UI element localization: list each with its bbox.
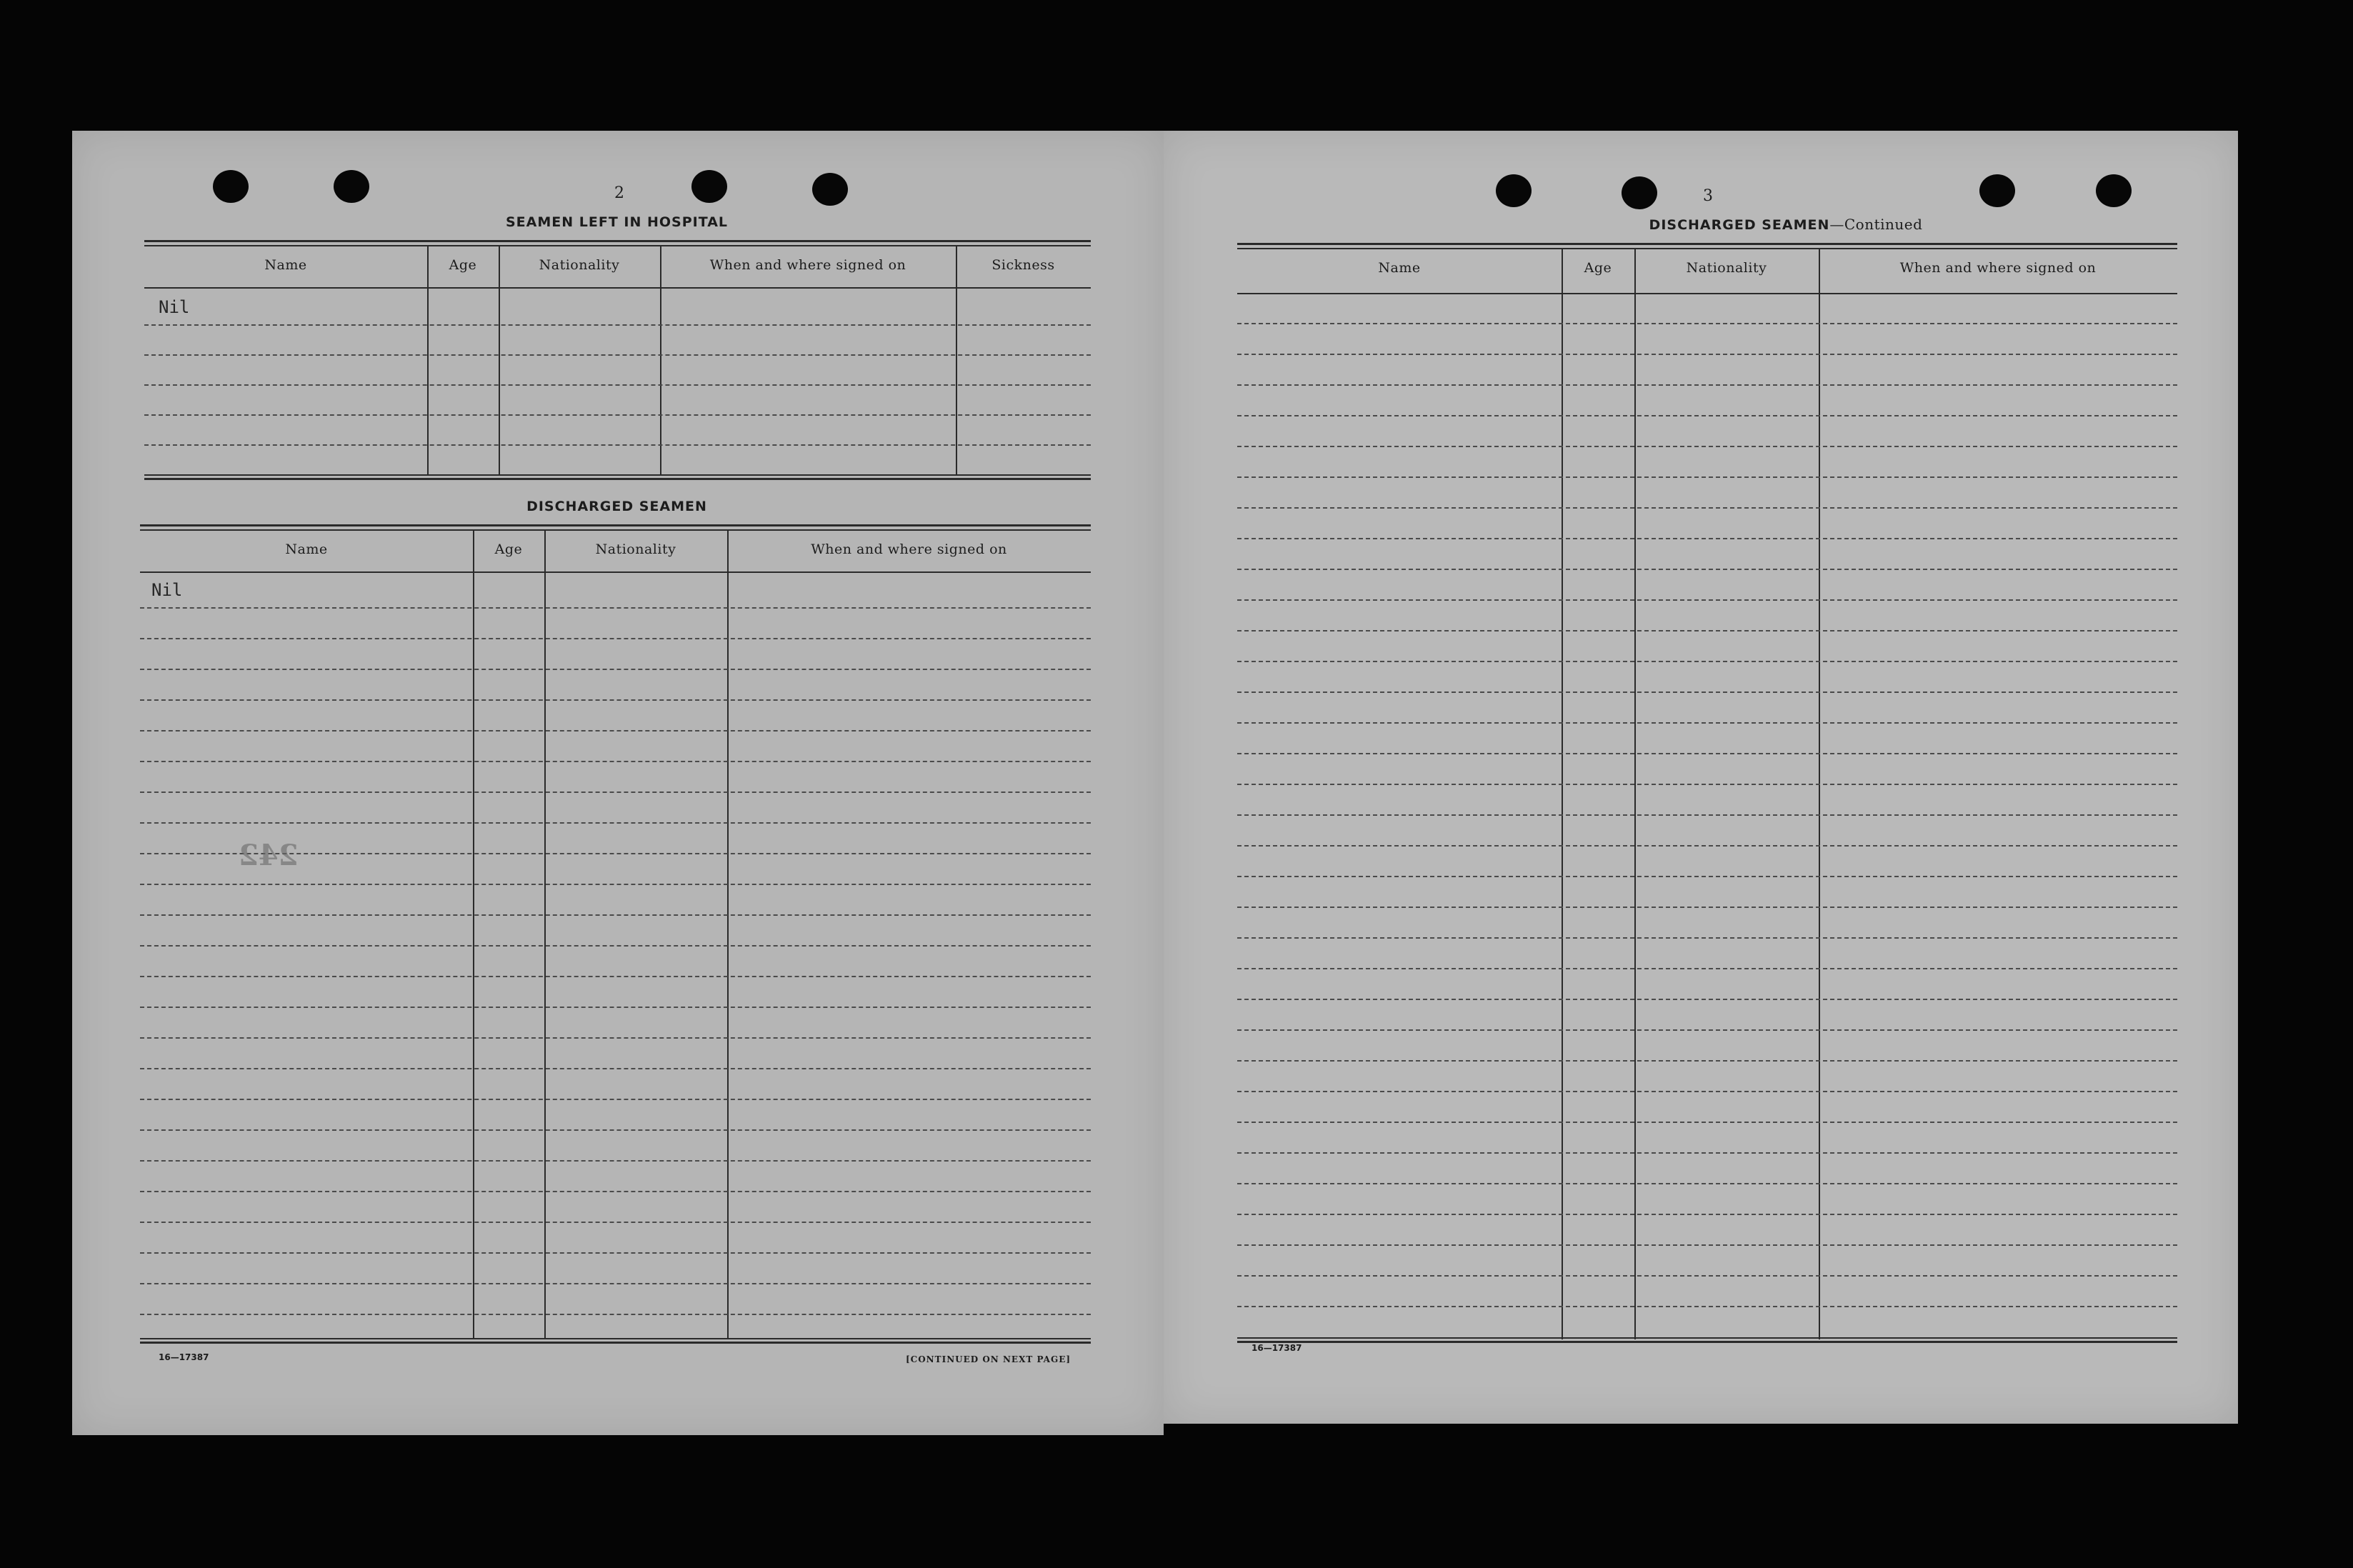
punch-hole [1496, 174, 1532, 207]
punch-hole [334, 170, 369, 203]
row-line [1237, 937, 2177, 939]
handwritten-entry: Nil [151, 580, 183, 600]
row-line [140, 976, 1091, 977]
column-header-sickness: Sickness [991, 257, 1055, 273]
row-line [1237, 661, 2177, 662]
table-bottom-rule [140, 1338, 1091, 1344]
row-line [1237, 814, 2177, 816]
discharged-table [140, 524, 1091, 1346]
row-line [1237, 968, 2177, 969]
row-line [140, 1222, 1091, 1223]
column-divider [473, 531, 474, 1338]
column-header-nationality: Nationality [1686, 260, 1767, 276]
row-line [1237, 354, 2177, 355]
discharged-title: DISCHARGED SEAMEN [1649, 217, 1830, 233]
row-line [140, 1283, 1091, 1284]
row-line [1237, 1214, 2177, 1215]
punch-hole [1979, 174, 2015, 207]
row-line [140, 1068, 1091, 1069]
row-line [1237, 1244, 2177, 1246]
row-line [1237, 907, 2177, 908]
row-line [1237, 876, 2177, 877]
row-line [140, 761, 1091, 762]
row-line [144, 324, 1091, 326]
column-divider [956, 246, 957, 475]
row-line [140, 1037, 1091, 1039]
column-divider [1634, 249, 1636, 1339]
row-line [1237, 569, 2177, 570]
hospital-section-title: SEAMEN LEFT IN HOSPITAL [505, 214, 729, 230]
header-divider [140, 571, 1091, 573]
form-code: 16—17387 [159, 1352, 209, 1362]
row-line [1237, 722, 2177, 724]
punch-hole [2096, 174, 2132, 207]
row-line [1237, 999, 2177, 1000]
row-line [1237, 630, 2177, 631]
column-divider [727, 531, 729, 1338]
row-line [140, 914, 1091, 916]
row-line [140, 1252, 1091, 1254]
column-header-age: Age [449, 257, 477, 273]
column-divider [499, 246, 500, 475]
row-line [1237, 384, 2177, 386]
column-header-name: Name [264, 257, 307, 273]
row-line [1237, 691, 2177, 693]
row-line [140, 1099, 1091, 1100]
punch-hole [213, 170, 249, 203]
row-line [1237, 1122, 2177, 1123]
table-top-rule [144, 240, 1091, 246]
row-line [144, 414, 1091, 416]
row-line [1237, 599, 2177, 601]
discharged-continued-table [1237, 243, 2177, 1346]
row-line [144, 444, 1091, 446]
row-line [1237, 845, 2177, 847]
column-header-signed-on: When and where signed on [1899, 260, 2097, 276]
column-header-signed-on: When and where signed on [709, 257, 906, 273]
column-header-nationality: Nationality [595, 541, 676, 557]
row-line [1237, 1091, 2177, 1092]
column-header-nationality: Nationality [539, 257, 620, 273]
row-line [1237, 446, 2177, 447]
header-divider [1237, 293, 2177, 294]
page-number: 3 [1703, 187, 1714, 205]
table-bottom-rule [144, 474, 1091, 480]
continued-note: [CONTINUED ON NEXT PAGE] [906, 1354, 1071, 1364]
column-header-name: Name [1378, 260, 1421, 276]
row-line [144, 384, 1091, 386]
row-line [1237, 415, 2177, 416]
column-divider [544, 531, 546, 1338]
row-line [140, 945, 1091, 947]
row-line [1237, 1029, 2177, 1031]
table-top-rule [140, 524, 1091, 531]
column-header-age: Age [494, 541, 523, 557]
discharged-section-title: DISCHARGED SEAMEN [526, 499, 707, 514]
row-line [140, 1191, 1091, 1192]
header-divider [144, 287, 1091, 289]
row-line [1237, 538, 2177, 539]
discharged-continued-title [1429, 216, 2143, 233]
row-line [1237, 1060, 2177, 1062]
row-line [1237, 784, 2177, 785]
row-line [1237, 753, 2177, 754]
handwritten-entry: Nil [159, 297, 190, 317]
punch-hole [691, 170, 727, 203]
row-line [1237, 507, 2177, 509]
column-header-age: Age [1584, 260, 1612, 276]
row-line [140, 1314, 1091, 1315]
column-divider [427, 246, 429, 475]
hospital-table [144, 240, 1091, 481]
faint-stamp-number: 242 [239, 839, 299, 872]
row-line [1237, 1183, 2177, 1184]
row-line [140, 699, 1091, 701]
table-top-rule [1237, 243, 2177, 249]
row-line [140, 1007, 1091, 1008]
column-divider [660, 246, 661, 475]
row-line [140, 822, 1091, 824]
row-line [140, 1160, 1091, 1162]
table-bottom-rule [1237, 1337, 2177, 1343]
page-number: 2 [614, 184, 625, 202]
continued-suffix: —Continued [1829, 216, 1923, 233]
row-line [140, 792, 1091, 793]
row-line [140, 638, 1091, 639]
row-line [1237, 1306, 2177, 1307]
row-line [140, 1129, 1091, 1131]
column-divider [1562, 249, 1563, 1339]
column-divider [1819, 249, 1820, 1339]
row-line [140, 730, 1091, 731]
row-line [144, 354, 1091, 356]
column-header-name: Name [285, 541, 328, 557]
row-line [140, 607, 1091, 609]
row-line [140, 669, 1091, 670]
row-line [1237, 323, 2177, 324]
row-line [1237, 476, 2177, 478]
column-header-signed-on: When and where signed on [811, 541, 1007, 557]
row-line [140, 884, 1091, 885]
row-line [1237, 1275, 2177, 1277]
punch-hole [812, 173, 848, 206]
row-line [1237, 1152, 2177, 1154]
form-code: 16—17387 [1252, 1343, 1302, 1353]
punch-hole [1622, 176, 1657, 209]
